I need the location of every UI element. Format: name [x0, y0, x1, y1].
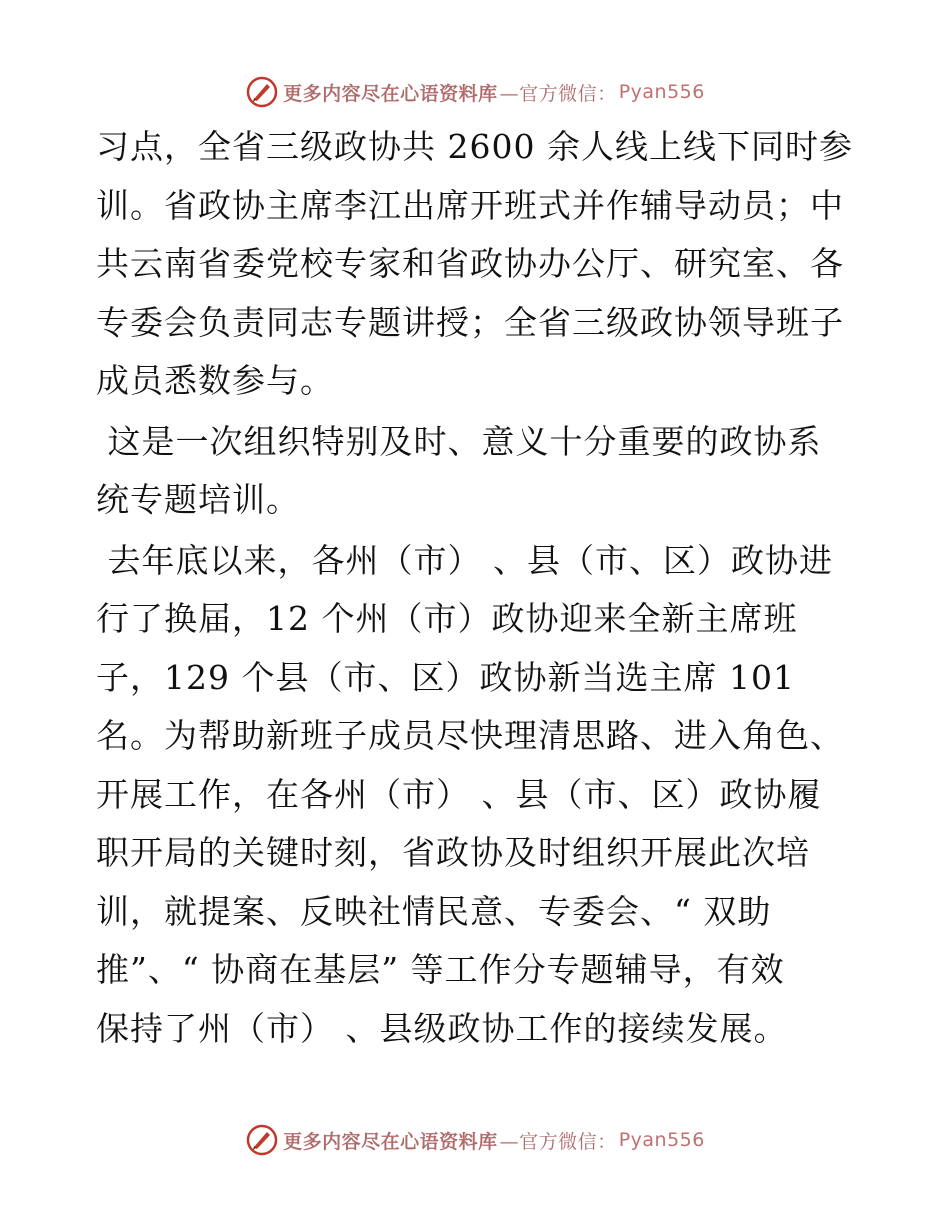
text-line: 推”、“ 协商在基层” 等工作分专题辅导，有效: [96, 950, 785, 989]
footer-watermark: [0, 1120, 950, 1160]
footer-watermark-text: 更多内容尽在心语资料库: [283, 1130, 498, 1153]
text-line: 专委会负责同志专题讲授；全省三级政协领导班子: [96, 302, 844, 342]
logo-icon: [245, 75, 279, 109]
footer-watermark-separator: —官方微信：: [499, 1130, 617, 1153]
paragraph-3: [96, 532, 876, 1059]
paragraph-1: [96, 118, 876, 411]
text-line: 共云南省委党校专家和省政协办公厅、研究室、各: [96, 244, 844, 283]
paragraph-2: [96, 413, 876, 530]
header-watermark: [0, 72, 950, 112]
text-line: 统专题培训。: [96, 480, 300, 519]
header-wechat-handle: Pyan556: [618, 81, 705, 103]
text-line: 这是一次组织特别及时、意义十分重要的政协系: [96, 421, 822, 461]
text-line: 训，就提案、反映社情民意、专委会、“ 双助: [96, 891, 772, 931]
text-line: 去年底以来，各州（市） 、县（市、区）政协进: [96, 540, 833, 580]
text-line: 开展工作，在各州（市） 、县（市、区）政协履: [96, 774, 822, 814]
text-line: 职开局的关键时刻，省政协及时组织开展此次培: [96, 833, 810, 872]
header-watermark-separator: —官方微信：: [499, 82, 617, 105]
text-line: 子，129 个县（市、区）政协新当选主席 101: [96, 657, 795, 697]
document-body: [96, 118, 876, 1058]
header-watermark-text: 更多内容尽在心语资料库: [283, 82, 498, 105]
text-line: 训。省政协主席李江出席开班式并作辅导动员；中: [96, 185, 844, 225]
text-line: 习点，全省三级政协共 2600 余人线上线下同时参: [96, 127, 853, 166]
text-line: 保持了州（市） 、县级政协工作的接续发展。: [96, 1008, 788, 1048]
text-line: 行了换届，12 个州（市）政协迎来全新主席班: [96, 599, 798, 638]
logo-icon: [245, 1123, 279, 1157]
footer-wechat-handle: Pyan556: [618, 1129, 705, 1151]
text-line: 成员悉数参与。: [96, 361, 334, 400]
text-line: 名。为帮助新班子成员尽快理清思路、进入角色、: [96, 716, 844, 755]
